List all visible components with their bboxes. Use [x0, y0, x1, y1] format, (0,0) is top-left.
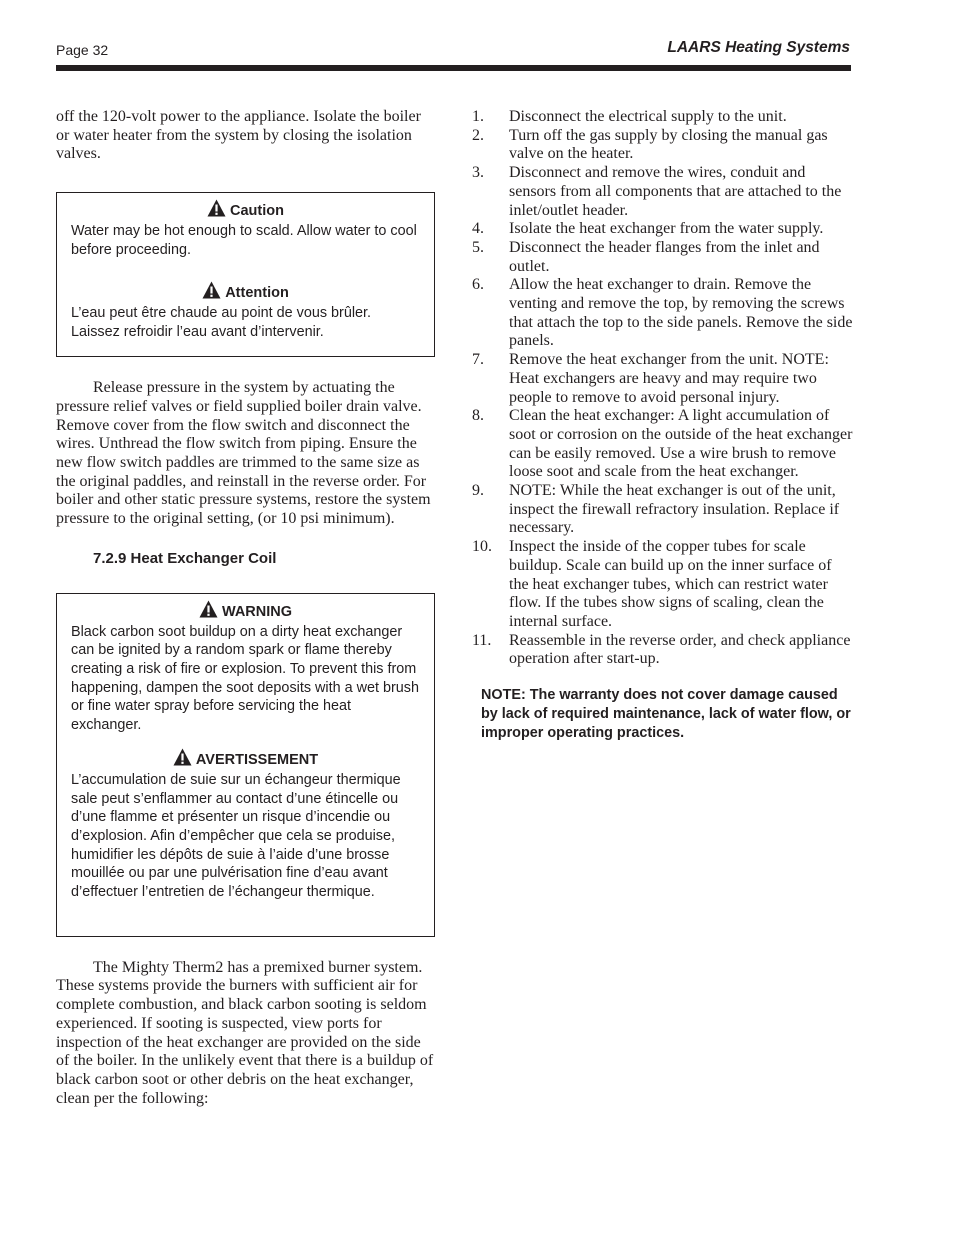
list-item: 11. Reassemble in the reverse order, and check appliance operation after start-up. [472, 631, 851, 668]
page-number: Page 32 [56, 42, 109, 58]
header-rule [56, 65, 851, 71]
warranty-note: NOTE: The warranty does not cover damage caused by lack of required maintenance, lack of water flow, or improper operating practices. [481, 687, 851, 741]
brand-title: LAARS Heating Systems [667, 39, 850, 56]
warning-triangle-icon [199, 600, 218, 623]
caution-text-en: Water may be hot enough to scald. Allow water to cool before proceeding. [71, 223, 417, 258]
warning-box [56, 593, 435, 937]
warning-text-fr: L’accumulation de suie sur un échangeur thermique sale peut s’enflammer au contact d’une étincelle ou d’une flamme et présenter un risque d’incendie ou d’explosion. Afin d’empêcher que cela se produise, humidifier les dépôts de suie à l’aide d’une brosse mouillée ou par une pulvérisation fine d’eau avant d’effectuer l’entretien de l’échangeur thermique. [71, 772, 401, 900]
avertissement-title [71, 748, 420, 771]
caution-box [56, 192, 435, 357]
warning-triangle-icon [202, 281, 221, 304]
warning-triangle-icon [173, 748, 192, 771]
warning-title-text: WARNING [221, 603, 293, 620]
left-column [56, 108, 436, 1108]
list-item: 9. NOTE: While the heat exchanger is out of the unit, inspect the firewall refractory insulation. Replace if necessary. [472, 482, 840, 537]
mighty-therm-paragraph: The Mighty Therm2 has a premixed burner system. These systems provide the burners with sufficient air for complete combustion, and black carbon sooting is seldom experienced. If sooting is suspected, view ports for inspection of the heat exchanger are provided on the side of the boiler. In the unlikely event that there is a buildup of black carbon soot or other debris on the heat exchanger, clean per the following: [56, 958, 434, 1107]
warning-triangle-icon [207, 199, 226, 222]
list-item: 6. Allow the heat exchanger to drain. Remove the venting and remove the top, by removing the screws that attach the top to the side panels. Remove the side panels. [472, 276, 853, 350]
list-item: 2. Turn off the gas supply by closing the manual gas valve on the heater. [472, 126, 828, 163]
list-item: 8. Clean the heat exchanger: A light accumulation of soot or corrosion on the outside of the heat exchanger can be easily removed. Use a wire brush to remove loose soot and scale from the heat exchanger. [472, 407, 853, 481]
intro-paragraph: off the 120-volt power to the appliance. Isolate the boiler or water heater from the system by closing the isolation valves. [56, 108, 421, 163]
list-item: 10. Inspect the inside of the copper tubes for scale buildup. Scale can build up on the inner surface of the heat exchanger tubes, which can restrict water flow. If the tubes show signs of scaling, clean the internal surface. [472, 538, 832, 630]
caution-text-fr: L’eau peut être chaude au point de vous brûler. Laissez refroidir l’eau avant d’intervenir. [71, 305, 372, 340]
warning-text-en: Black carbon soot buildup on a dirty heat exchanger can be ignited by a random spark or flame thereby creating a risk of fire or explosion. To prevent this from happening, dampen the soot deposits with a wet brush or fine water spray before servicing the heat exchanger. [71, 623, 420, 733]
list-item: 4. Isolate the heat exchanger from the water supply. [472, 220, 824, 238]
avertissement-title-text: AVERTISSEMENT [195, 752, 319, 769]
section-heading: 7.2.9 Heat Exchanger Coil [93, 549, 277, 567]
attention-title [71, 281, 420, 304]
caution-title [71, 199, 420, 222]
right-column [472, 108, 854, 742]
list-item: 7. Remove the heat exchanger from the unit. NOTE: Heat exchangers are heavy and may require two people to remove to avoid personal injury. [472, 351, 829, 406]
list-item: 3. Disconnect and remove the wires, conduit and sensors from all components that are attached to the inlet/outlet header. [472, 164, 842, 219]
list-item: 5. Disconnect the header flanges from the inlet and outlet. [472, 238, 820, 275]
maintenance-steps [472, 108, 854, 669]
warning-title [71, 600, 420, 623]
release-pressure-paragraph: Release pressure in the system by actuating the pressure relief valves or field supplied boiler drain valve. Remove cover from the flow switch and disconnect the wires. Unthread the flow switch from piping. Ensure the new flow switch paddles are trimmed to the same size as the original paddles, and reinstall in the reverse order. For boiler and other static pressure systems, restore the system pressure to the original setting, (or 10 psi minimum). [56, 379, 431, 528]
caution-title-text: Caution [230, 203, 284, 220]
list-item: 1. Disconnect the electrical supply to the unit. [472, 108, 787, 125]
attention-title-text: Attention [225, 285, 289, 302]
